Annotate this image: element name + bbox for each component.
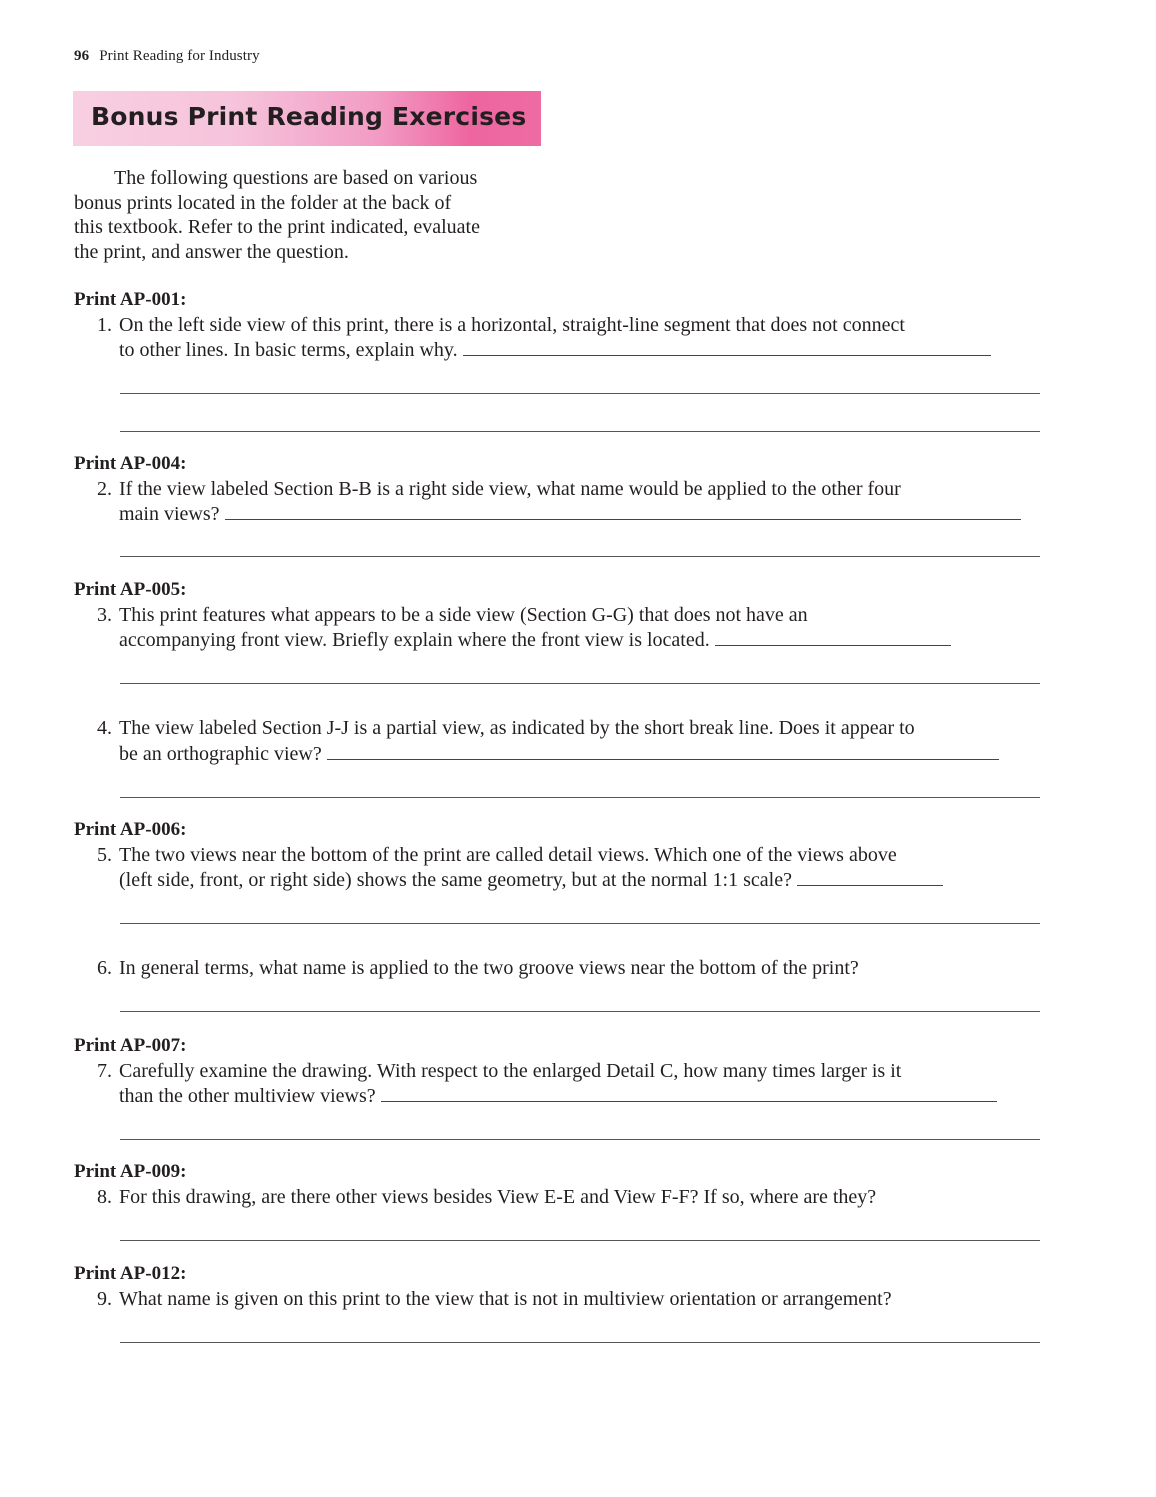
question-text: The view labeled Section J-J is a partial view, as indicated by the short break line. Does it appear to — [119, 717, 915, 739]
answer-line[interactable] — [120, 393, 1040, 394]
answer-line[interactable] — [120, 797, 1040, 798]
question-text: be an orthographic view? — [119, 742, 322, 765]
question-number: 5. — [97, 843, 112, 866]
question-block-8 — [74, 1160, 1042, 1209]
question-8 — [74, 1185, 1042, 1210]
print-label: Print AP-009: — [74, 1161, 187, 1182]
answer-line[interactable] — [120, 1342, 1040, 1343]
question-text: Carefully examine the drawing. With respect to the enlarged Detail C, how many times larger is it — [119, 1059, 902, 1082]
intro-paragraph — [74, 166, 544, 264]
running-head — [74, 48, 260, 65]
question-block-7 — [74, 1034, 1042, 1109]
question-4 — [74, 716, 1042, 766]
question-6 — [74, 956, 1042, 981]
print-label: Print AP-007: — [74, 1035, 187, 1056]
page-number: 96 — [74, 48, 90, 64]
question-9 — [74, 1287, 1042, 1312]
question-number: 9. — [97, 1287, 112, 1310]
question-2 — [74, 477, 1042, 527]
answer-line[interactable] — [327, 741, 999, 760]
intro-line: The following questions are based on various — [114, 167, 478, 189]
answer-line[interactable] — [120, 923, 1040, 924]
question-block-2 — [74, 452, 1042, 527]
print-label: Print AP-006: — [74, 819, 187, 840]
question-number: 3. — [97, 603, 112, 626]
question-block-5 — [74, 818, 1042, 893]
question-block-6 — [74, 956, 1042, 981]
print-label: Print AP-001: — [74, 289, 187, 310]
question-block-9 — [74, 1262, 1042, 1311]
question-number: 7. — [97, 1059, 112, 1082]
question-block-1 — [74, 288, 1042, 363]
question-block-3 — [74, 578, 1042, 653]
question-number: 8. — [97, 1185, 112, 1208]
book-title: Print Reading for Industry — [99, 48, 260, 64]
answer-line[interactable] — [715, 627, 951, 646]
question-1 — [74, 313, 1042, 363]
print-label: Print AP-005: — [74, 579, 187, 600]
question-text: accompanying front view. Briefly explain where the front view is located. — [119, 629, 710, 651]
question-text: to other lines. In basic terms, explain why. — [119, 339, 458, 361]
print-label: Print AP-012: — [74, 1263, 187, 1284]
answer-line[interactable] — [120, 1139, 1040, 1140]
answer-line[interactable] — [120, 1240, 1040, 1241]
section-title: Bonus Print Reading Exercises — [91, 102, 527, 131]
answer-line[interactable] — [120, 683, 1040, 684]
intro-line: bonus prints located in the folder at the back of — [74, 191, 452, 214]
answer-line[interactable] — [120, 1011, 1040, 1012]
question-3 — [74, 603, 1042, 653]
question-text: The two views near the bottom of the print are called detail views. Which one of the views above — [119, 843, 897, 866]
intro-line: this textbook. Refer to the print indicated, evaluate — [74, 216, 480, 238]
question-number: 6. — [97, 957, 112, 979]
answer-line[interactable] — [120, 431, 1040, 432]
question-number: 4. — [97, 717, 112, 739]
question-text: main views? — [119, 503, 220, 525]
section-banner — [73, 91, 541, 146]
question-text: What name is given on this print to the view that is not in multiview orientation or arrangement? — [119, 1287, 892, 1310]
question-number: 1. — [97, 313, 112, 336]
answer-line[interactable] — [225, 501, 1021, 520]
question-text: If the view labeled Section B-B is a right side view, what name would be applied to the other four — [119, 477, 901, 500]
question-text: This print features what appears to be a side view (Section G-G) that does not have an — [119, 603, 808, 626]
question-block-4 — [74, 716, 1042, 766]
question-5 — [74, 843, 1042, 893]
answer-line[interactable] — [381, 1083, 997, 1102]
answer-line[interactable] — [463, 337, 991, 356]
question-text: than the other multiview views? — [119, 1085, 376, 1107]
intro-line: the print, and answer the question. — [74, 240, 349, 263]
question-7 — [74, 1059, 1042, 1109]
question-text: (left side, front, or right side) shows the same geometry, but at the normal 1:1 scale? — [119, 869, 792, 891]
answer-line[interactable] — [120, 556, 1040, 557]
question-text: In general terms, what name is applied to the two groove views near the bottom of the print? — [119, 957, 859, 979]
print-label: Print AP-004: — [74, 453, 187, 474]
question-text: For this drawing, are there other views besides View E-E and View F-F? If so, where are they? — [119, 1185, 877, 1208]
question-text: On the left side view of this print, there is a horizontal, straight-line segment that does not connect — [119, 313, 905, 336]
question-number: 2. — [97, 477, 112, 500]
answer-line[interactable] — [797, 867, 943, 886]
